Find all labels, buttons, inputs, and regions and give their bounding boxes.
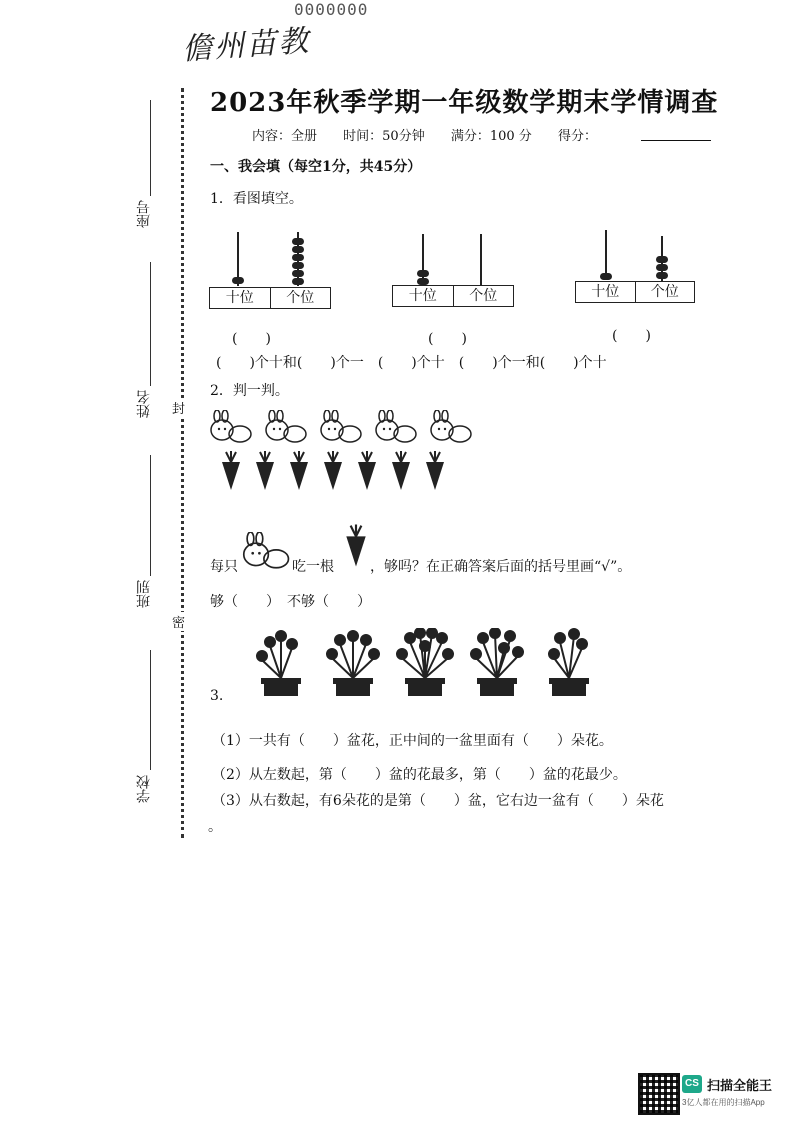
- answer-paren: ( ): [428, 331, 467, 347]
- answer-paren: ( ): [612, 328, 651, 344]
- flower-pots-row: [252, 628, 598, 698]
- q3-sub-1: （1）一共有（ ）盆花，正中间的一盆里面有（ ）朵花。: [212, 733, 613, 749]
- q2-options: 够（ ） 不够（ ）: [210, 594, 371, 610]
- flower-pot-icon: [252, 628, 310, 698]
- carrot-icon: [422, 450, 448, 490]
- q1-label: 1．看图填空。: [210, 191, 303, 207]
- ones-beads: [292, 238, 304, 285]
- school-label: 学校: [136, 775, 152, 803]
- tens-beads: [417, 270, 429, 285]
- rabbit-icon: [428, 410, 472, 444]
- rabbit-row: [208, 410, 472, 444]
- ones-label: 个位: [650, 284, 679, 300]
- q1-answer-line: ( )个十和( )个一 ( )个十 ( )个一和( )个十: [216, 355, 607, 371]
- meta-time: 时间：50分钟: [343, 129, 425, 144]
- binding-dotted-line: [181, 88, 184, 838]
- score-blank: [641, 140, 711, 141]
- meta-full: 满分：100 分: [450, 129, 532, 144]
- q2-label: 2．判一判。: [210, 383, 289, 399]
- carrot-icon: [388, 450, 414, 490]
- place-value-box: [575, 281, 695, 303]
- tens-beads: [600, 273, 612, 280]
- q3-sub-3: （3）从右数起，有6朵花的是第（ ）盆，它右边一盆有（ ）朵花: [212, 793, 664, 809]
- ones-beads: [656, 256, 668, 279]
- q2-text-2: 吃一根: [292, 559, 334, 575]
- rabbit-icon: [240, 532, 290, 570]
- tens-label: 十位: [576, 282, 636, 302]
- carrot-icon: [252, 450, 278, 490]
- seat-label: 座号: [136, 200, 152, 228]
- seal-mark-1: 封: [172, 398, 185, 417]
- rabbit-icon: [263, 410, 307, 444]
- abacus-1: [209, 230, 329, 310]
- ones-label: 个位: [469, 288, 498, 304]
- carrot-icon: [320, 450, 346, 490]
- qr-code: [638, 1073, 680, 1115]
- seal-mark-2: 密: [172, 612, 185, 631]
- place-value-box: [392, 285, 514, 307]
- ones-label: 个位: [286, 290, 315, 306]
- q3-sub-2: （2）从左数起，第（ ）盆的花最多，第（ ）盆的花最少。: [212, 767, 627, 783]
- rabbit-icon: [208, 410, 252, 444]
- class-blank: [150, 455, 151, 576]
- name-blank: [150, 262, 151, 386]
- abacus-2: [392, 232, 512, 312]
- carrot-icon: [342, 522, 370, 568]
- meta-content: 内容：全册: [252, 129, 318, 144]
- carrot-icon: [286, 450, 312, 490]
- seat-blank: [150, 100, 151, 196]
- scanner-tagline: 3亿人都在用的扫描App: [682, 1098, 765, 1107]
- place-value-box: [209, 287, 331, 309]
- scanner-name: 扫描全能王: [707, 1078, 773, 1093]
- abacus-rod: [480, 234, 482, 286]
- tens-label: 十位: [210, 288, 271, 308]
- page-title: 2023年秋季学期一年级数学期末学情调查: [210, 88, 719, 118]
- flower-pot-icon: [324, 628, 382, 698]
- flower-pot-icon: [396, 628, 454, 698]
- carrot-row: [218, 450, 448, 490]
- flower-pot-icon: [540, 628, 598, 698]
- q3-label: 3.: [210, 688, 224, 704]
- abacus-3: [575, 228, 695, 310]
- rabbit-icon: [318, 410, 362, 444]
- q2-text-3: ，够吗？在正确答案后面的括号里画“√”。: [370, 559, 632, 575]
- tens-beads: [232, 277, 244, 284]
- handwritten-note: 儋州苗教: [181, 23, 312, 68]
- school-blank: [150, 650, 151, 770]
- flower-pot-icon: [468, 628, 526, 698]
- top-mark: 0000000: [294, 0, 369, 19]
- meta-score: 得分：: [557, 129, 597, 144]
- section-heading: 一、我会填（每空1分，共45分）: [210, 159, 422, 175]
- class-label: 班别: [136, 580, 152, 608]
- q3-sub-3-end: 。: [208, 819, 222, 835]
- rabbit-icon: [373, 410, 417, 444]
- scanner-logo: CS: [682, 1075, 702, 1093]
- answer-paren: ( ): [232, 331, 271, 347]
- carrot-icon: [218, 450, 244, 490]
- carrot-icon: [354, 450, 380, 490]
- tens-label: 十位: [393, 286, 454, 306]
- q2-text-1: 每只: [210, 559, 238, 575]
- exam-meta: [252, 125, 619, 144]
- name-label: 姓名: [136, 390, 152, 418]
